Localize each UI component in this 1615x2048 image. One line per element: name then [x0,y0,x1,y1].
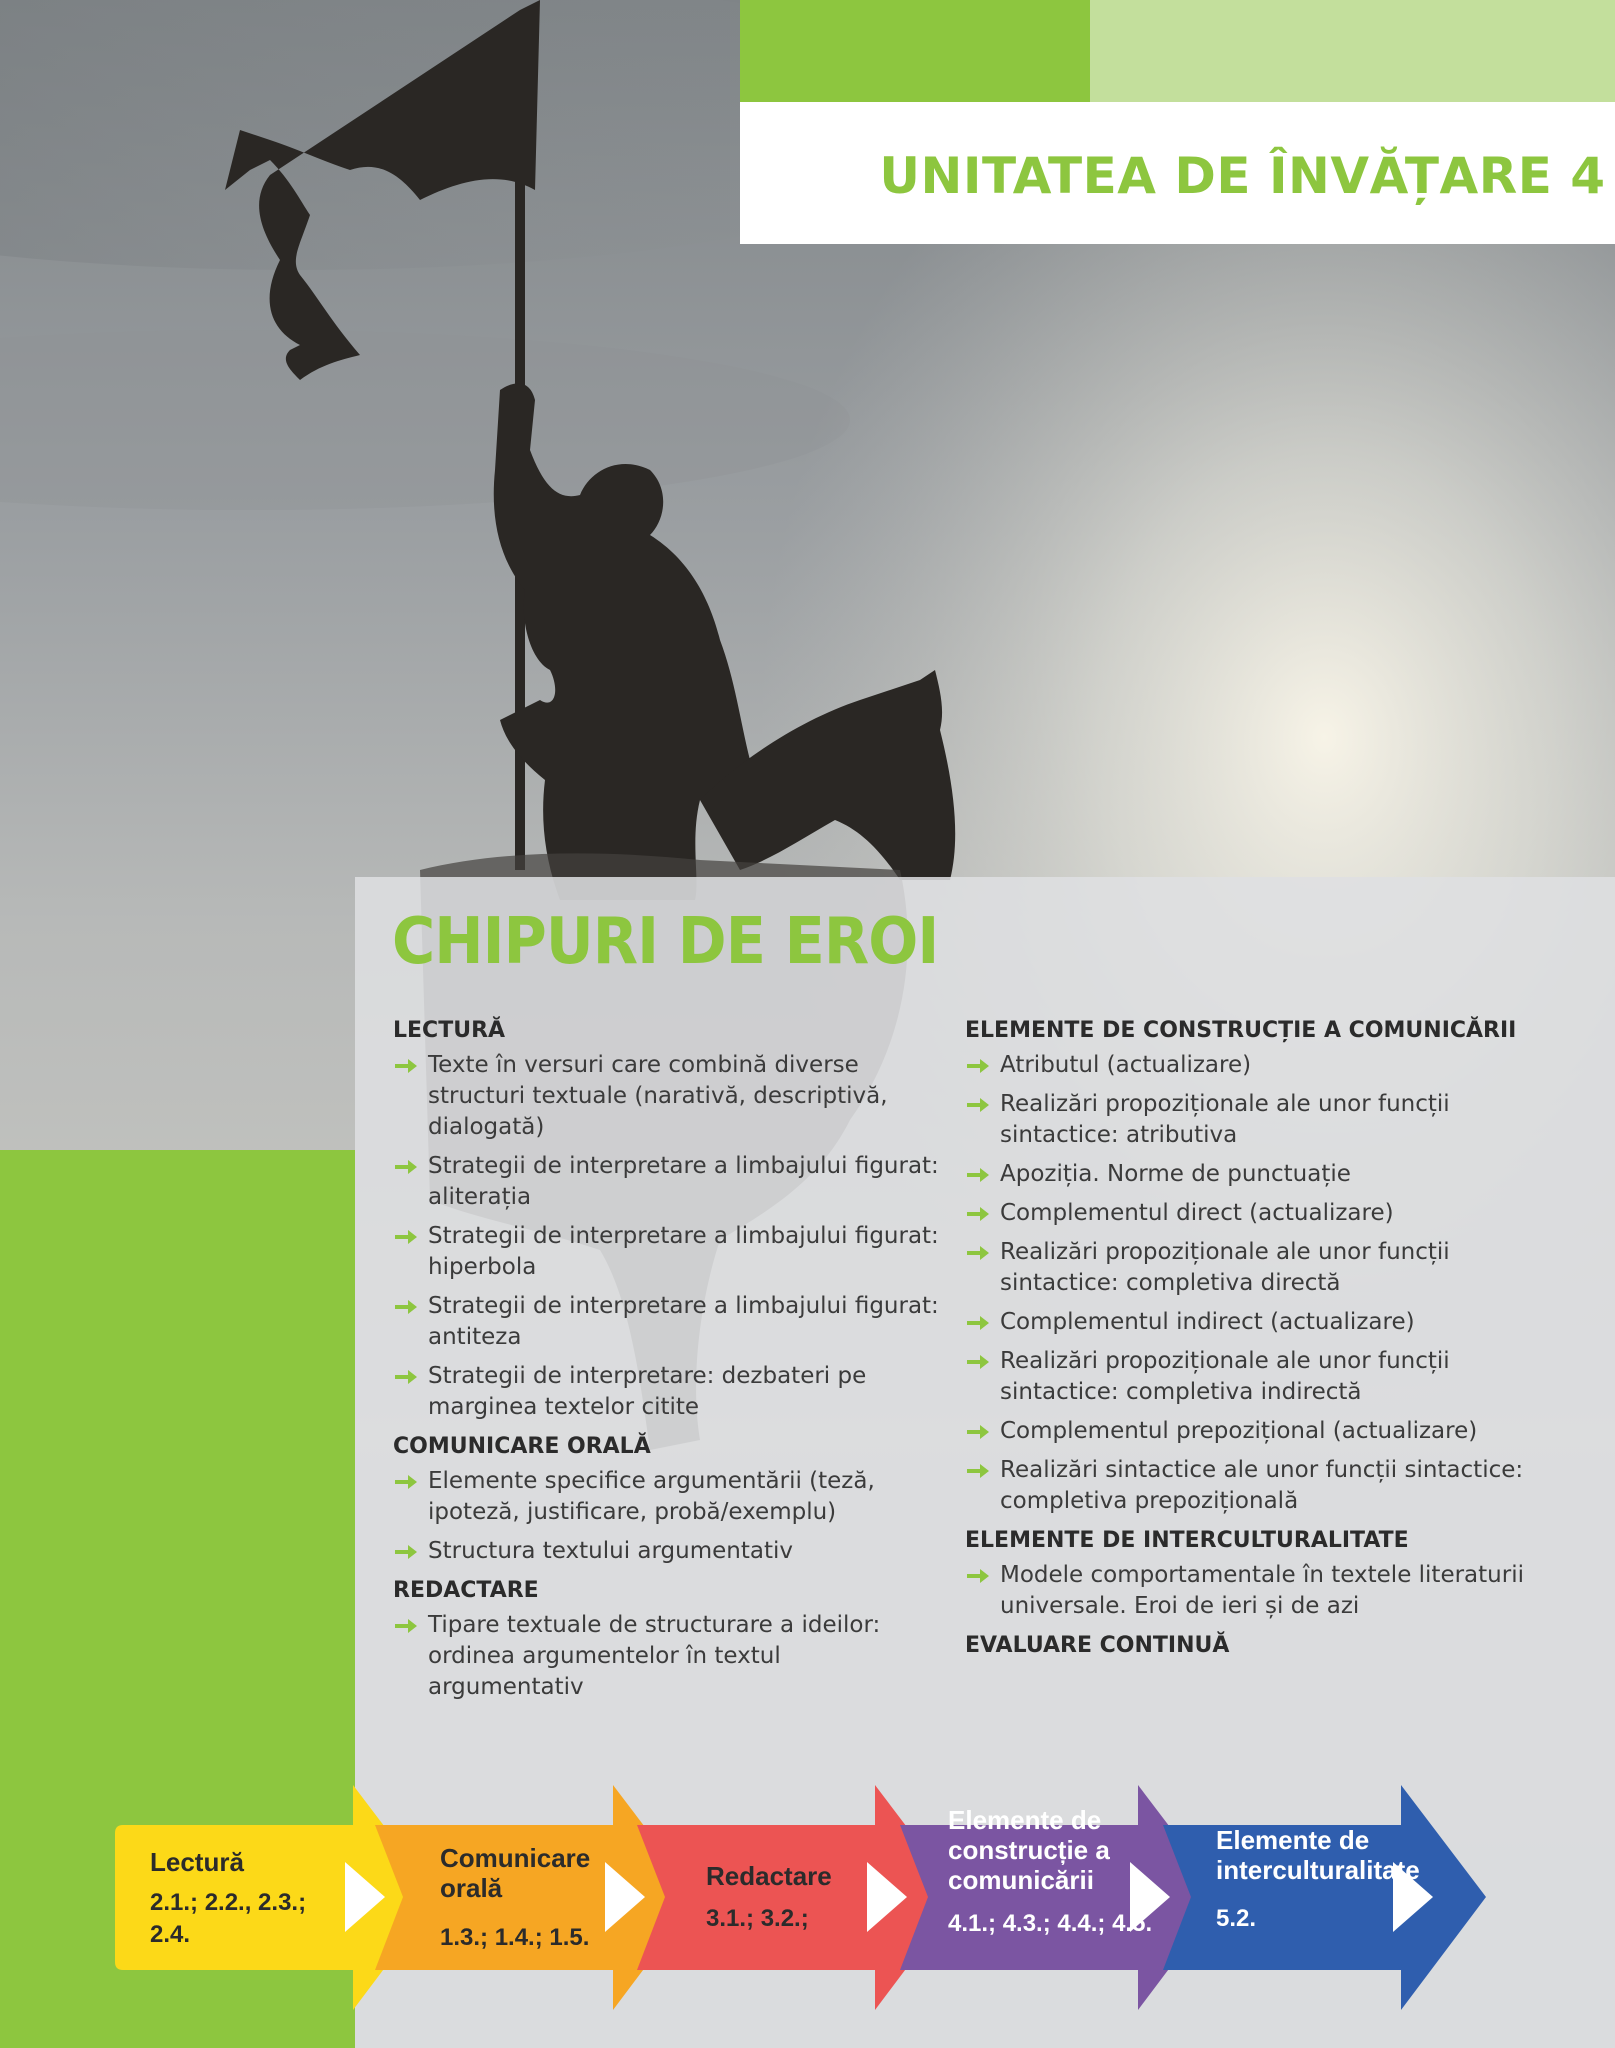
arrow-right-icon [395,1543,417,1561]
flow-step-label-line: Lectură [150,1847,244,1877]
list-item: Modele comportamentale în textele literaturii universale. Eroi de ieri și de azi [965,1560,1565,1622]
flow-step-5-codes [1216,1903,1256,1935]
list-item: Complementul prepozițional (actualizare) [965,1416,1565,1447]
list-item: Tipare textuale de structurare a ideilor: ordinea argumentelor în textul argumentativ [393,1610,943,1703]
flow-step-label-line: Redactare [706,1861,832,1891]
arrow-right-icon [967,1205,989,1223]
arrow-right-icon [967,1567,989,1585]
arrow-right-icon [967,1096,989,1114]
flow-step-label-line: Comunicare [440,1843,591,1873]
flow-step-5-label [1216,1825,1420,1885]
arrow-right-icon [395,1158,417,1176]
list-item: Realizări propoziționale ale unor funcții sintactice: completiva indirectă [965,1346,1565,1408]
left-column [393,1015,943,1711]
arrow-right-icon [967,1244,989,1262]
section-list [965,1560,1565,1622]
arrow-right-icon [395,1228,417,1246]
section-heading: ELEMENTE DE INTERCULTURALITATE [965,1528,1409,1553]
flow-step-4-codes [948,1908,1152,1940]
arrow-right-icon [967,1462,989,1480]
flow-step-codes-line: 3.1.; 3.2.; [706,1905,809,1932]
flow-step-2-label [440,1843,590,1903]
arrow-right-icon [395,1298,417,1316]
flow-step-1-codes [150,1887,306,1951]
list-item: Strategii de interpretare: dezbateri pe marginea textelor citite [393,1361,943,1423]
flow-step-label-line: Elemente de [1216,1825,1370,1855]
list-item: Strategii de interpretare a limbajului figurat: aliterația [393,1151,943,1213]
arrow-right-icon [967,1314,989,1332]
flow-step-4-label [948,1805,1110,1895]
flow-step-label-line: orală [440,1873,503,1903]
arrow-right-icon [395,1368,417,1386]
arrow-right-icon [967,1353,989,1371]
flow-step-label-line: comunicării [948,1865,1094,1895]
arrow-right-icon [395,1057,417,1075]
flow-arrow-shape [637,1785,960,2010]
page-title: CHIPURI DE EROI [392,905,939,979]
unit-header-box [740,102,1615,244]
flow-step-1-label [150,1847,244,1877]
list-item: Apoziția. Norme de punctuație [965,1159,1565,1190]
section-heading: ELEMENTE DE CONSTRUCȚIE A COMUNICĂRII [965,1018,1517,1043]
arrow-right-icon [967,1166,989,1184]
arrow-right-icon [395,1473,417,1491]
list-item: Realizări propoziționale ale unor funcții sintactice: atributiva [965,1089,1565,1151]
section-heading: LECTURĂ [393,1018,506,1043]
list-item: Realizări propoziționale ale unor funcții sintactice: completiva directă [965,1237,1565,1299]
right-column [965,1015,1565,1665]
flow-step-codes-line: 2.4. [150,1921,191,1948]
flow-step-3-label [706,1861,832,1891]
arrow-right-icon [967,1057,989,1075]
flow-step-label-line: construcție a [948,1835,1110,1865]
unit-title: UNITATEA DE ÎNVĂȚARE 4 [879,147,1606,205]
competencies-flow [0,1785,1615,2010]
list-item: Strategii de interpretare a limbajului figurat: antiteza [393,1291,943,1353]
flow-step-codes-line: 4.1.; 4.3.; 4.4.; 4.5. [948,1910,1153,1937]
section-list [393,1610,943,1703]
section-heading: COMUNICARE ORALĂ [393,1434,651,1459]
flow-step-3-codes [706,1903,809,1935]
section-list [393,1050,943,1423]
section-list [393,1466,943,1567]
flow-step-2-codes [440,1922,589,1954]
top-accent-light [1090,0,1615,102]
list-item: Realizări sintactice ale unor funcții sintactice: completiva prepozițională [965,1455,1565,1517]
section-list [965,1050,1565,1517]
list-item: Complementul indirect (actualizare) [965,1307,1565,1338]
flow-step-codes-line: 1.3.; 1.4.; 1.5. [440,1924,590,1951]
flow-step-codes-line: 5.2. [1216,1905,1257,1932]
list-item: Complementul direct (actualizare) [965,1198,1565,1229]
section-heading: EVALUARE CONTINUĂ [965,1633,1230,1658]
list-item: Texte în versuri care combină diverse structuri textuale (narativă, descriptivă, dialogată) [393,1050,943,1143]
flow-arrow-shape [1163,1785,1486,2010]
flow-step-label-line: Elemente de [948,1805,1102,1835]
arrow-right-icon [967,1423,989,1441]
list-item: Atributul (actualizare) [965,1050,1565,1081]
flow-step-label-line: interculturalitate [1216,1855,1420,1885]
top-accent-dark [740,0,1090,102]
section-heading: REDACTARE [393,1578,539,1603]
list-item: Structura textului argumentativ [393,1536,943,1567]
list-item: Strategii de interpretare a limbajului figurat: hiperbola [393,1221,943,1283]
arrow-right-icon [395,1617,417,1635]
flow-step-codes-line: 2.1.; 2.2., 2.3.; [150,1889,307,1916]
list-item: Elemente specifice argumentării (teză, ipoteză, justificare, probă/exemplu) [393,1466,943,1528]
